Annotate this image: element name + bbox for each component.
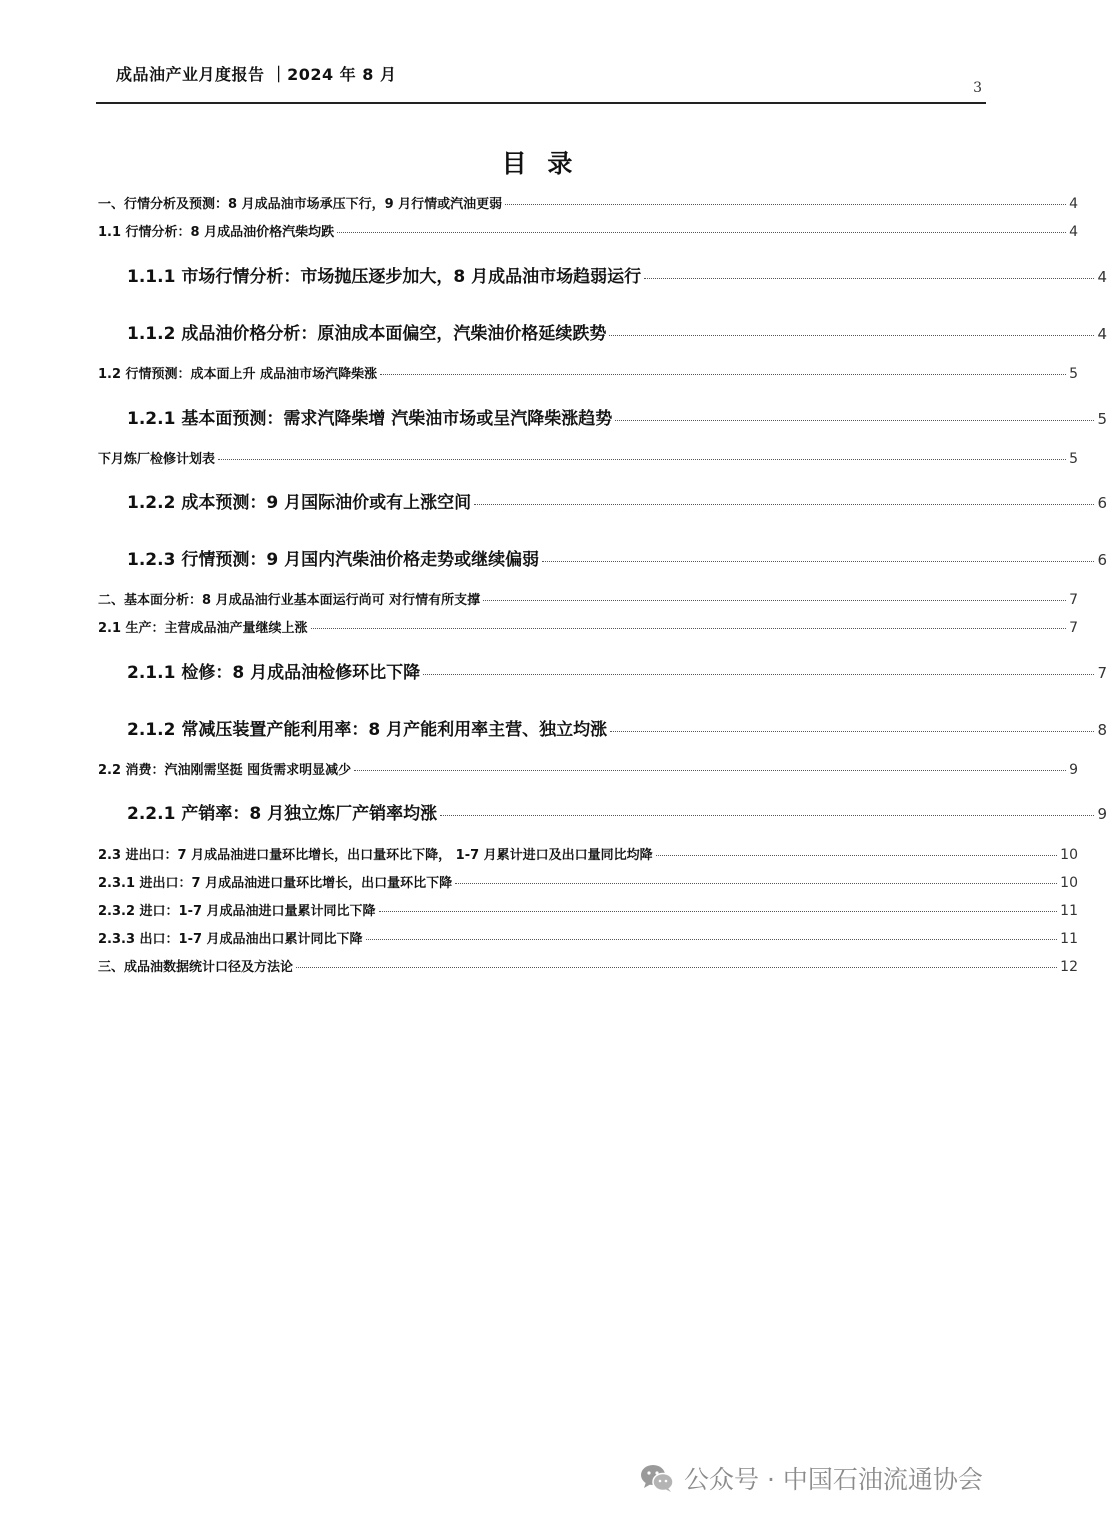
toc-leader-dots bbox=[615, 420, 1094, 421]
toc-leader-dots bbox=[380, 374, 1066, 375]
toc-entry[interactable] bbox=[0, 363, 1078, 382]
toc-entry-page: 5 bbox=[1097, 410, 1107, 428]
toc-entry-label: 2.2.1 产销率：8 月独立炼厂产销率均涨 bbox=[127, 804, 438, 824]
toc-entry-label: 一、行情分析及预测：8 月成品油市场承压下行，9 月行情或汽油更弱 bbox=[98, 197, 503, 212]
toc-entry-label: 2.3 进出口：7 月成品油进口量环比增长，出口量环比下降， 1-7 月累计进口及出口量同比均降 bbox=[98, 848, 653, 863]
toc-entry[interactable] bbox=[0, 658, 1107, 683]
toc-entry-label: 1.1.1 市场行情分析：市场抛压逐步加大，8 月成品油市场趋弱运行 bbox=[127, 267, 642, 287]
toc-entry[interactable] bbox=[0, 759, 1078, 778]
toc-leader-dots bbox=[644, 278, 1094, 279]
toc-entry-label: 2.1.1 检修：8 月成品油检修环比下降 bbox=[127, 663, 421, 683]
toc-entry[interactable] bbox=[0, 900, 1078, 919]
watermark-text: 公众号 · 中国石油流通协会 bbox=[684, 1465, 983, 1494]
toc-entry-label: 2.1 生产：主营成品油产量继续上涨 bbox=[98, 621, 308, 636]
toc-leader-dots bbox=[218, 459, 1066, 460]
toc-entry[interactable] bbox=[0, 799, 1107, 824]
toc-entry[interactable] bbox=[0, 404, 1107, 429]
toc-leader-dots bbox=[474, 504, 1094, 505]
toc-entry-page: 6 bbox=[1097, 494, 1107, 512]
toc-entry[interactable] bbox=[0, 956, 1078, 975]
toc-entry-label: 1.2 行情预测：成本面上升 成品油市场汽降柴涨 bbox=[98, 367, 378, 382]
toc-entry-label: 2.2 消费：汽油刚需坚挺 囤货需求明显减少 bbox=[98, 763, 352, 778]
toc-entry-page: 4 bbox=[1069, 196, 1078, 212]
toc-leader-dots bbox=[366, 939, 1058, 940]
toc-entry-page: 12 bbox=[1060, 959, 1078, 975]
toc-entry-page: 10 bbox=[1060, 847, 1078, 863]
toc-entry-label: 1.1.2 成品油价格分析：原油成本面偏空，汽柴油价格延续跌势 bbox=[127, 324, 607, 344]
toc-entry-page: 7 bbox=[1069, 592, 1078, 608]
toc-entry[interactable] bbox=[0, 319, 1107, 344]
toc-entry-page: 4 bbox=[1097, 268, 1107, 286]
toc-entry-label: 1.2.2 成本预测：9 月国际油价或有上涨空间 bbox=[127, 493, 472, 513]
toc-leader-dots bbox=[423, 674, 1094, 675]
toc-leader-dots bbox=[505, 204, 1066, 205]
toc-entry[interactable] bbox=[0, 844, 1078, 863]
toc-entry-label: 1.1 行情分析：8 月成品油价格汽柴均跌 bbox=[98, 225, 335, 240]
toc-leader-dots bbox=[542, 561, 1094, 562]
toc-entry[interactable] bbox=[0, 589, 1078, 608]
toc-entry[interactable] bbox=[0, 545, 1107, 570]
toc-leader-dots bbox=[354, 770, 1066, 771]
toc-entry-page: 4 bbox=[1069, 224, 1078, 240]
toc-entry-page: 8 bbox=[1097, 721, 1107, 739]
toc-entry[interactable] bbox=[0, 928, 1078, 947]
toc-entry[interactable] bbox=[0, 262, 1107, 287]
toc-entry[interactable] bbox=[0, 872, 1078, 891]
toc-leader-dots bbox=[656, 855, 1058, 856]
toc-entry-page: 6 bbox=[1097, 551, 1107, 569]
toc-leader-dots bbox=[483, 600, 1066, 601]
toc-entry-label: 2.1.2 常减压装置产能利用率：8 月产能利用率主营、独立均涨 bbox=[127, 720, 608, 740]
toc-leader-dots bbox=[296, 967, 1057, 968]
page-number: 3 bbox=[973, 80, 982, 96]
toc-leader-dots bbox=[337, 232, 1066, 233]
wechat-icon bbox=[640, 1463, 674, 1493]
toc-entry-label: 2.3.2 进口：1-7 月成品油进口量累计同比下降 bbox=[98, 904, 376, 919]
watermark bbox=[640, 1460, 983, 1496]
toc-entry[interactable] bbox=[0, 715, 1107, 740]
toc-leader-dots bbox=[609, 335, 1094, 336]
toc-entry-page: 5 bbox=[1069, 451, 1078, 467]
toc-leader-dots bbox=[455, 883, 1057, 884]
toc-entry-label: 1.2.3 行情预测：9 月国内汽柴油价格走势或继续偏弱 bbox=[127, 550, 540, 570]
toc-entry-label: 1.2.1 基本面预测：需求汽降柴增 汽柴油市场或呈汽降柴涨趋势 bbox=[127, 409, 613, 429]
report-title: 成品油产业月度报告 ｜2024 年 8 月 bbox=[116, 65, 397, 84]
toc-leader-dots bbox=[610, 731, 1094, 732]
toc-entry[interactable] bbox=[0, 617, 1078, 636]
toc-entry[interactable] bbox=[0, 488, 1107, 513]
toc-entry[interactable] bbox=[0, 221, 1078, 240]
toc-entry-page: 9 bbox=[1097, 805, 1107, 823]
toc-entry[interactable] bbox=[0, 193, 1078, 212]
page-header bbox=[96, 56, 986, 104]
toc-entry-page: 11 bbox=[1060, 931, 1078, 947]
toc-entry-page: 4 bbox=[1097, 325, 1107, 343]
toc-entry-page: 7 bbox=[1097, 664, 1107, 682]
toc-leader-dots bbox=[311, 628, 1067, 629]
toc-entry-label: 下月炼厂检修计划表 bbox=[98, 452, 216, 467]
toc-entry-label: 2.3.1 进出口：7 月成品油进口量环比增长，出口量环比下降 bbox=[98, 876, 453, 891]
toc-entry-label: 2.3.3 出口：1-7 月成品油出口累计同比下降 bbox=[98, 932, 363, 947]
toc-leader-dots bbox=[440, 815, 1094, 816]
toc-entry-page: 10 bbox=[1060, 875, 1078, 891]
toc-entry-page: 11 bbox=[1060, 903, 1078, 919]
toc-entry[interactable] bbox=[0, 448, 1078, 467]
toc-title: 目 录 bbox=[501, 149, 579, 178]
toc-entry-label: 三、成品油数据统计口径及方法论 bbox=[98, 960, 294, 975]
toc-leader-dots bbox=[379, 911, 1058, 912]
toc-entry-page: 5 bbox=[1069, 366, 1078, 382]
toc-entry-label: 二、基本面分析：8 月成品油行业基本面运行尚可 对行情有所支撑 bbox=[98, 593, 481, 608]
toc-entry-page: 7 bbox=[1069, 620, 1078, 636]
toc-entry-page: 9 bbox=[1069, 762, 1078, 778]
